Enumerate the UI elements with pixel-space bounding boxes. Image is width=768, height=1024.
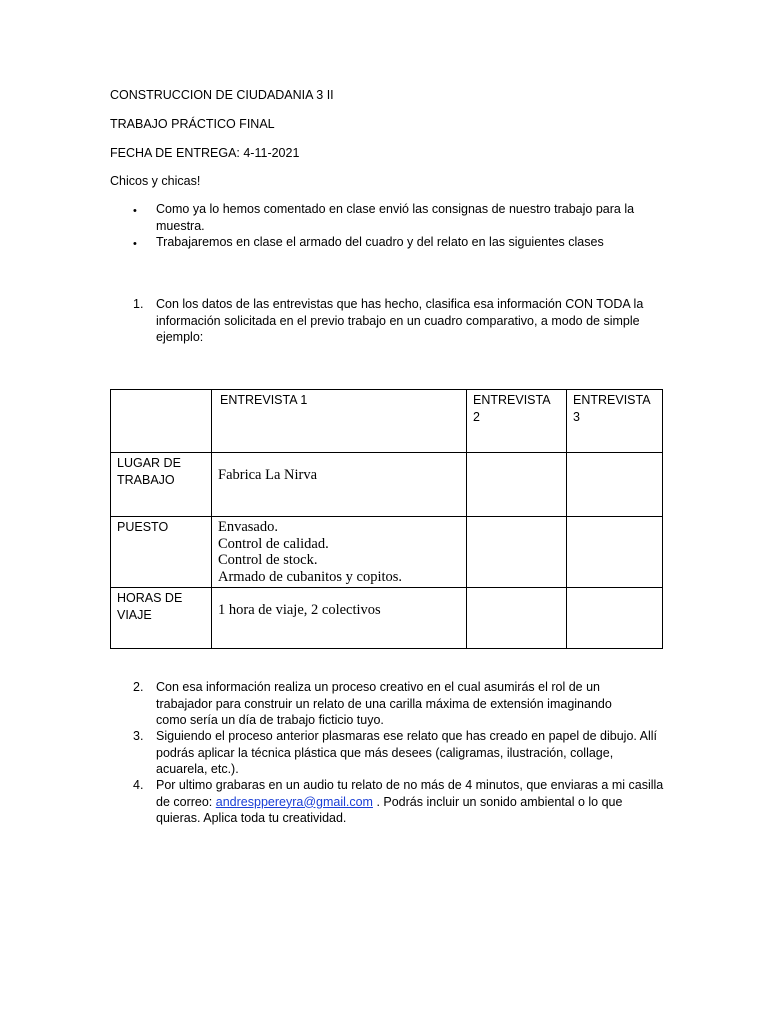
comparison-table bbox=[110, 389, 663, 649]
table-cell bbox=[212, 588, 467, 649]
step-text: Con esa información realiza un proceso creativo en el cual asumirás el rol de un trabajador para construir un relato de una carilla máxima de extensión imaginando como sería un día de trabajo ficticio tuyo. bbox=[156, 680, 612, 727]
step-text: Con los datos de las entrevistas que has hecho, clasifica esa información CON TODA la información solicitada en el previo trabajo en un cuadro comparativo, a modo de simple ejemplo: bbox=[156, 297, 644, 344]
table-header-cell: ENTREVISTA 1 bbox=[212, 390, 467, 453]
table-cell bbox=[467, 588, 567, 649]
table-row bbox=[111, 588, 663, 649]
row-label: PUESTO bbox=[111, 517, 212, 588]
step-text-before: Por ultimo grabaras en un audio tu relato de no más de 4 minutos, que enviaras a mi casilla de correo: bbox=[156, 778, 664, 809]
step-text-after: . Podrás incluir un sonido ambiental o lo que quieras. Aplica toda tu creatividad. bbox=[156, 794, 623, 825]
table-cell bbox=[467, 453, 567, 517]
table-header-cell: ENTREVISTA 3 bbox=[567, 390, 663, 453]
cell-line: Envasado. bbox=[218, 519, 278, 535]
table-cell bbox=[212, 453, 467, 517]
step-text bbox=[156, 777, 664, 827]
cell-line: Control de calidad. bbox=[218, 535, 329, 552]
cell-line: Armado de cubanitos y copitos. bbox=[218, 568, 403, 585]
row-label: HORAS DE VIAJE bbox=[111, 588, 212, 649]
due-date: FECHA DE ENTREGA: 4-11-2021 bbox=[110, 146, 300, 160]
bullet-marker: • bbox=[133, 238, 137, 250]
table-cell bbox=[567, 517, 663, 588]
table-header-row bbox=[111, 390, 663, 453]
table-header-cell: ENTREVISTA 2 bbox=[467, 390, 567, 453]
table-row bbox=[111, 517, 663, 588]
step-number: 2. bbox=[133, 680, 144, 694]
table-cell bbox=[467, 517, 567, 588]
course-title: CONSTRUCCION DE CIUDADANIA 3 II bbox=[110, 88, 334, 102]
email-link[interactable]: andresppereyra@gmail.com bbox=[215, 794, 373, 809]
greeting: Chicos y chicas! bbox=[110, 174, 201, 188]
table-cell bbox=[212, 517, 467, 588]
step-number: 3. bbox=[133, 729, 144, 743]
bullet-text: Trabajaremos en clase el armado del cuadro y del relato en las siguientes clases bbox=[156, 235, 604, 249]
bullet-text: Como ya lo hemos comentado en clase envió las consignas de nuestro trabajo para la muestra. bbox=[156, 202, 635, 233]
table-row bbox=[111, 453, 663, 517]
bullet-marker: • bbox=[133, 205, 137, 217]
table-corner-cell bbox=[111, 390, 212, 453]
table-cell bbox=[567, 453, 663, 517]
step-text: Siguiendo el proceso anterior plasmaras ese relato que has creado en papel de dibujo. Allí podrás aplicar la técnica plástica que más desees (caligramas, ilustración, collage, acuarela, etc.). bbox=[156, 729, 658, 776]
row-label: LUGAR DE TRABAJO bbox=[111, 453, 212, 517]
step-number: 4. bbox=[133, 778, 144, 792]
cell-line: Control de stock. bbox=[218, 552, 318, 568]
cell-line: Fabrica La Nirva bbox=[218, 467, 318, 483]
assignment-title: TRABAJO PRÁCTICO FINAL bbox=[110, 117, 275, 131]
table-cell bbox=[567, 588, 663, 649]
cell-line: 1 hora de viaje, 2 colectivos bbox=[218, 602, 381, 618]
step-number: 1. bbox=[133, 297, 144, 311]
